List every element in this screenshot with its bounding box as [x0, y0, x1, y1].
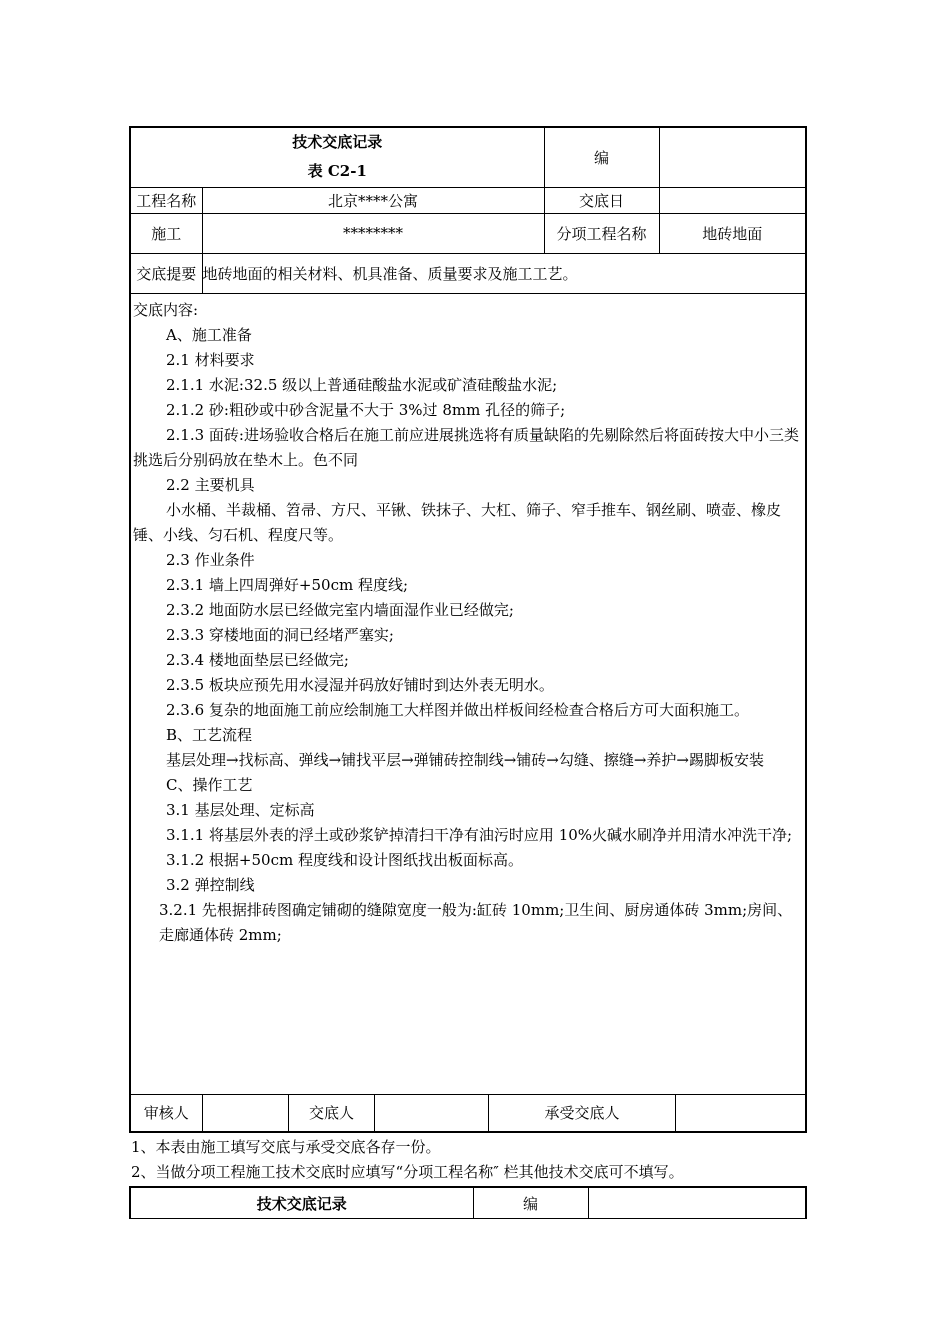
sub-project-name-label: 分项工程名称 — [544, 213, 659, 253]
content-heading: 交底内容: — [133, 300, 199, 319]
content-line: 基层处理→找标高、弹线→铺找平层→弹铺砖控制线→铺砖→勾缝、擦缝→养护→踢脚板安装 — [166, 750, 764, 769]
form-title: 技术交底记录 — [292, 133, 383, 152]
content-line: 2.3.4 楼地面垫层已经做完; — [166, 650, 349, 669]
content-line: 2.3.5 板块应预先用水浸湿并码放好铺时到达外表无明水。 — [166, 675, 554, 694]
receiver-label: 承受交底人 — [489, 1095, 676, 1131]
content-line: 3.2.1 先根据排砖图确定铺砌的缝隙宽度一般为:缸砖 10mm;卫生间、厨房通体砖 3mm;房间、走廊通体砖 2mm; — [159, 900, 793, 944]
content-line: 3.1.1 将基层外表的浮土或砂浆铲掉清扫干净有油污时应用 10%火碱水刷净并用清水冲洗干净; — [166, 825, 793, 844]
content-line: 2.2 主要机具 — [166, 475, 255, 494]
disclosure-date-label: 交底日 — [544, 187, 659, 213]
signature-row — [203, 1095, 806, 1131]
content-line: 2.3.3 穿楼地面的洞已经堵严塞实; — [166, 625, 394, 644]
content-line: 2.3 作业条件 — [166, 550, 255, 569]
reviewer-label: 审核人 — [130, 1094, 202, 1132]
reviewer-value[interactable] — [203, 1095, 289, 1131]
content-line: 3.1.2 根据+50cm 程度线和设计图纸找出板面标高。 — [166, 850, 523, 869]
form-title-cell — [130, 127, 544, 187]
second-bian-value[interactable] — [588, 1187, 806, 1219]
content-line: 2.1.2 砂:粗砂或中砂含泥量不大于 3%过 8mm 孔径的筛子; — [166, 400, 566, 419]
content-line: 2.1.1 水泥:32.5 级以上普通硅酸盐水泥或矿渣硅酸盐水泥; — [166, 375, 558, 394]
project-name-value[interactable]: 北京****公寓 — [202, 187, 544, 213]
content-line: 2.1 材料要求 — [166, 350, 255, 369]
disclosure-date-value[interactable] — [659, 187, 806, 213]
notes — [131, 1135, 684, 1185]
second-form-title: 技术交底记录 — [130, 1187, 473, 1219]
disclosure-content-cell[interactable] — [130, 293, 806, 1094]
content-line: B、工艺流程 — [166, 725, 253, 744]
sub-project-name-value[interactable]: 地砖地面 — [659, 213, 806, 253]
note-2: 2、当做分项工程施工技术交底时应填写“分项工程名称″ 栏其他技术交底可不填写。 — [131, 1163, 684, 1181]
receiver-value[interactable] — [676, 1095, 806, 1131]
summary-label: 交底提要 — [130, 253, 202, 293]
summary-value[interactable]: 地砖地面的相关材料、机具准备、质量要求及施工工艺。 — [202, 253, 806, 293]
note-1: 1、本表由施工填写交底与承受交底各存一份。 — [131, 1138, 441, 1156]
form-table-number: 表 C2-1 — [307, 162, 367, 181]
disclosure-content — [131, 294, 805, 948]
content-line: 小水桶、半裁桶、笤帚、方尺、平锹、铁抹子、大杠、筛子、窄手推车、钢丝刷、喷壶、橡皮锤、小线、匀石机、程度尺等。 — [133, 500, 782, 544]
content-line: 2.3.2 地面防水层已经做完室内墙面湿作业已经做完; — [166, 600, 514, 619]
construction-label: 施工 — [130, 213, 202, 253]
content-line: 2.3.6 复杂的地面施工前应绘制施工大样图并做出样板间经检查合格后方可大面积施工。 — [166, 700, 749, 719]
construction-value[interactable]: ******** — [202, 213, 544, 253]
bian-value[interactable] — [659, 127, 806, 187]
project-name-label: 工程名称 — [130, 187, 202, 213]
content-line: C、操作工艺 — [166, 775, 253, 794]
bian-label: 编 — [544, 127, 659, 187]
content-line: 2.3.1 墙上四周弹好+50cm 程度线; — [166, 575, 409, 594]
second-bian-label: 编 — [473, 1187, 588, 1219]
content-line: 3.2 弹控制线 — [166, 875, 255, 894]
content-line: A、施工准备 — [166, 325, 252, 344]
discloser-value[interactable] — [375, 1095, 489, 1131]
content-line: 2.1.3 面砖:进场验收合格后在施工前应进展挑选将有质量缺陷的先剔除然后将面砖按大中小三类挑选后分别码放在垫木上。色不同 — [133, 425, 799, 469]
technical-disclosure-table — [129, 126, 807, 1133]
discloser-label: 交底人 — [289, 1095, 375, 1131]
second-disclosure-table — [129, 1186, 807, 1219]
content-line: 3.1 基层处理、定标高 — [166, 800, 315, 819]
